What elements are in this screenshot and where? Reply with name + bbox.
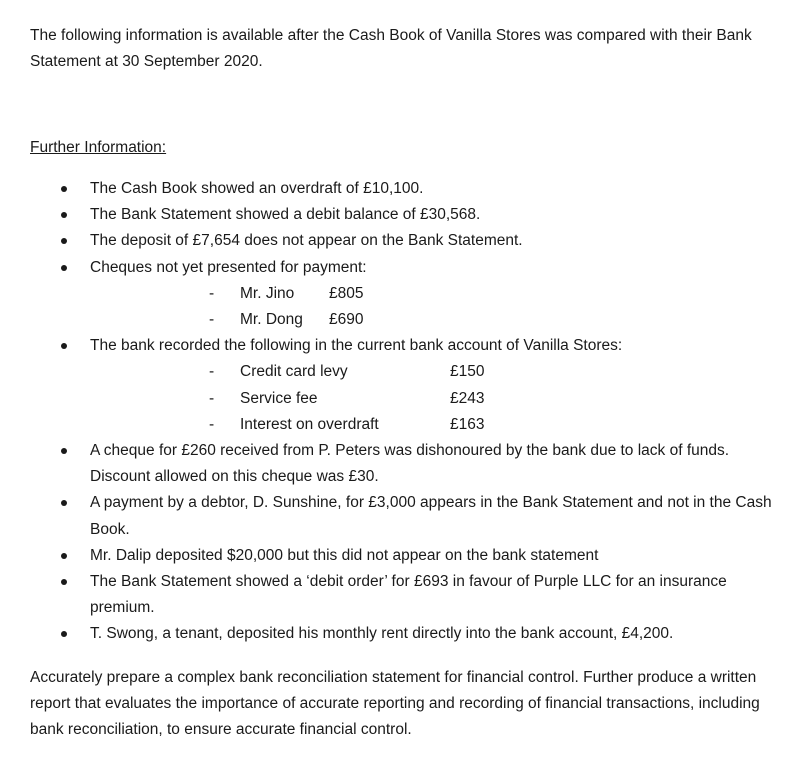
dash-marker: - (209, 415, 215, 433)
list-item: The bank recorded the following in the current bank account of Vanilla Stores: (0, 333, 811, 359)
cheque-row (0, 281, 811, 307)
intro-paragraph: The following information is available after the Cash Book of Vanilla Stores was compared with their Bank Statement at 30 September 2020. (30, 27, 752, 70)
cheque-payee: Mr. Dong (240, 311, 303, 328)
dash-marker: - (209, 284, 215, 302)
dash-marker: - (209, 311, 215, 328)
list-item: A cheque for £260 received from P. Peters was dishonoured by the bank due to lack of funds. Discount allowed on this cheque was £30. (0, 438, 811, 490)
further-information-list (0, 176, 811, 648)
cheque-payee: Mr. Jino (240, 284, 295, 302)
further-information-heading: Further Information: (30, 139, 167, 156)
bank-charge-name: Interest on overdraft (240, 415, 379, 433)
list-item: The Bank Statement showed a ‘debit order’ for £693 in favour of Purple LLC for an insurance premium. (0, 569, 811, 621)
cheque-amount: £805 (329, 284, 364, 302)
dash-marker: - (209, 363, 215, 381)
bank-charge-amount: £150 (450, 363, 485, 381)
task-paragraph: Accurately prepare a complex bank reconciliation statement for financial control. Further produce a written report that evaluates the importance of accurate reporting and recording of financial transactions, including bank reconciliation, to ensure accurate financial control. (30, 669, 760, 738)
list-item: The deposit of £7,654 does not appear on the Bank Statement. (0, 228, 811, 254)
bank-charge-row (0, 386, 811, 412)
bank-charge-name: Credit card levy (240, 363, 348, 381)
list-item: A payment by a debtor, D. Sunshine, for £3,000 appears in the Bank Statement and not in the Cash Book. (0, 490, 811, 542)
bank-charge-row (0, 359, 811, 385)
bank-charge-row (0, 412, 811, 438)
bank-charge-amount: £163 (450, 415, 485, 433)
cheque-row (0, 307, 811, 333)
list-item: The Bank Statement showed a debit balance of £30,568. (0, 202, 811, 228)
list-item: The Cash Book showed an overdraft of £10,100. (0, 176, 811, 202)
dash-marker: - (209, 389, 215, 407)
list-item: Mr. Dalip deposited $20,000 but this did not appear on the bank statement (0, 543, 811, 569)
bank-charge-amount: £243 (450, 389, 485, 407)
cheque-amount: £690 (329, 311, 364, 328)
list-item: Cheques not yet presented for payment: (0, 255, 811, 281)
list-item: T. Swong, a tenant, deposited his monthly rent directly into the bank account, £4,200. (0, 621, 811, 647)
bank-charge-name: Service fee (240, 389, 318, 407)
